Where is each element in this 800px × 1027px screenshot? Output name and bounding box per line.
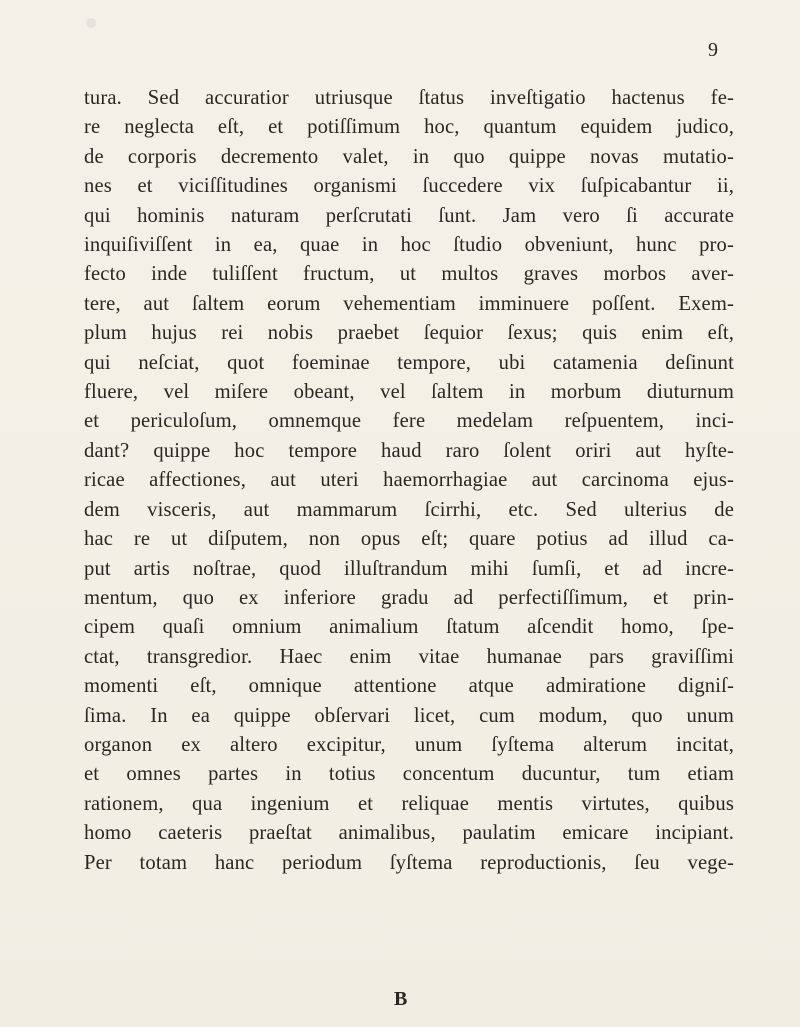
text-line: rationem, qua ingenium et reliquae mentis virtutes, quibus [84, 792, 734, 815]
paper-stain [86, 18, 96, 28]
page-number: 9 [708, 39, 718, 61]
text-line: dant? quippe hoc tempore haud raro ſolent oriri aut hyſte- [84, 439, 734, 462]
text-line: ctat, transgredior. Haec enim vitae humanae pars graviſſimi [84, 645, 734, 668]
text-line: tere, aut ſaltem eorum vehementiam imminuere poſſent. Exem- [84, 292, 734, 315]
text-line: homo caeteris praeſtat animalibus, paulatim emicare incipiant. [84, 822, 734, 845]
text-line: organon ex altero excipitur, unum ſyſtema alterum incitat, [84, 733, 734, 756]
text-line: Per totam hanc periodum ſyſtema reproductionis, ſeu vege- [84, 851, 734, 874]
text-line: fluere, vel miſere obeant, vel ſaltem in morbum diuturnum [84, 381, 734, 404]
text-line: mentum, quo ex inferiore gradu ad perfectiſſimum, et prin- [84, 586, 734, 609]
text-line: ricae affectiones, aut uteri haemorrhagiae aut carcinoma ejus- [84, 469, 734, 492]
text-line: qui hominis naturam perſcrutati ſunt. Jam vero ſi accurate [84, 204, 734, 227]
text-line: fecto inde tuliſſent fructum, ut multos graves morbos aver- [84, 263, 734, 286]
text-line: tura. Sed accuratior utriusque ſtatus inveſtigatio hactenus fe- [84, 87, 734, 109]
text-line: et periculoſum, omnemque fere medelam reſpuentem, inci- [84, 410, 734, 433]
text-line: hac re ut diſputem, non opus eſt; quare potius ad illud ca- [84, 528, 734, 551]
text-line: de corporis decremento valet, in quo quippe novas mutatio- [84, 145, 734, 168]
text-line: nes et viciſſitudines organismi ſuccedere vix ſuſpicabantur ii, [84, 175, 734, 198]
text-line: cipem quaſi omnium animalium ſtatum aſcendit homo, ſpe- [84, 616, 734, 639]
signature-mark: B [394, 988, 408, 1010]
text-line: dem visceris, aut mammarum ſcirrhi, etc. Sed ulterius de [84, 498, 734, 521]
text-line: inquiſiviſſent in ea, quae in hoc ſtudio obveniunt, hunc pro- [84, 234, 734, 257]
body-text [84, 84, 734, 878]
text-line: momenti eſt, omnique attentione atque admiratione digniſ- [84, 675, 734, 698]
text-line: ſima. In ea quippe obſervari licet, cum modum, quo unum [84, 704, 734, 727]
text-line: qui neſciat, quot foeminae tempore, ubi catamenia deſinunt [84, 351, 734, 374]
text-line: et omnes partes in totius concentum ducuntur, tum etiam [84, 763, 734, 786]
text-line: put artis noſtrae, quod illuſtrandum mihi ſumſi, et ad incre- [84, 557, 734, 580]
text-line: re neglecta eſt, et potiſſimum hoc, quantum equidem judico, [84, 116, 734, 139]
text-line: plum hujus rei nobis praebet ſequior ſexus; quis enim eſt, [84, 322, 734, 345]
